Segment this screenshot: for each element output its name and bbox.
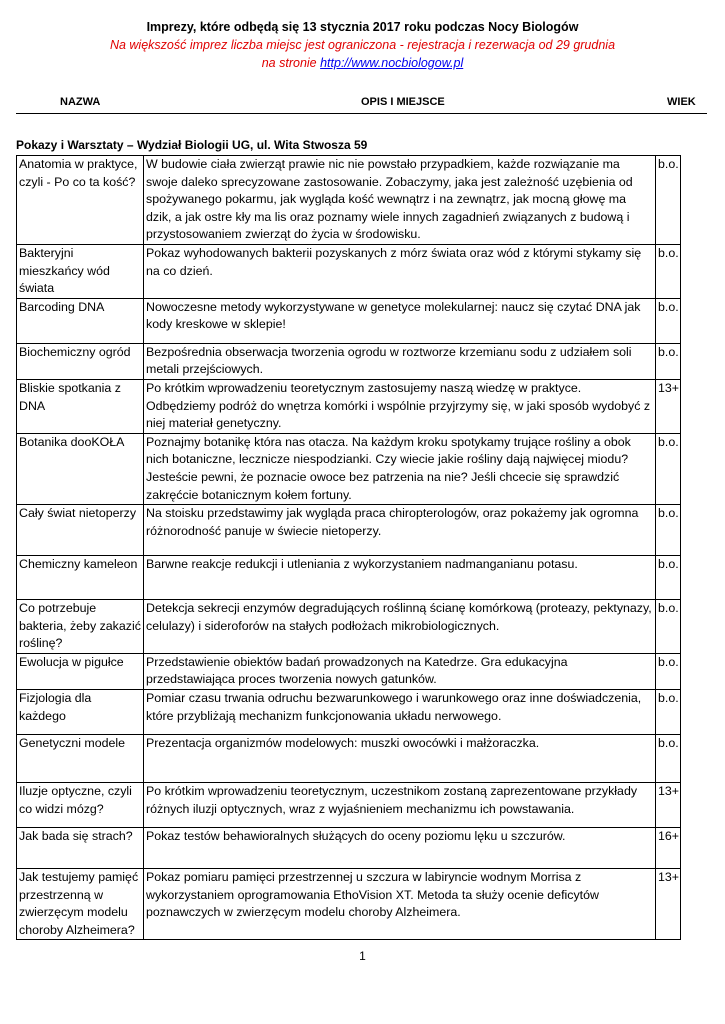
event-description: Nowoczesne metody wykorzystywane w genetyce molekularnej: naucz się czytać DNA jak kody kreskowe w sklepie! [144, 298, 656, 343]
event-name: Bakteryjni mieszkańcy wód świata [17, 244, 144, 298]
table-row [17, 244, 681, 298]
event-description: Pomiar czasu trwania odruchu bezwarunkowego i warunkowego oraz inne doświadczenia, które przybliżają mechanizm funkcjonowania układu nerwowego. [144, 690, 656, 735]
table-row [17, 379, 681, 433]
event-name: Chemiczny kameleon [17, 556, 144, 600]
document-title: Imprezy, które odbędą się 13 stycznia 2017 roku podczas Nocy Biologów [146, 20, 579, 34]
event-name: Co potrzebuje bakteria, żeby zakazić roślinę? [17, 600, 144, 654]
event-name: Bliskie spotkania z DNA [17, 379, 144, 433]
event-description: W budowie ciała zwierząt prawie nic nie powstało przypadkiem, każde rozwiązanie ma swoje daleko sprecyzowane zastosowanie. Zobaczymy, jaka jest zależność uzębienia od spożywanego pokarmu, jak wygląda kość wewnątrz i na zewnątrz, jak mocną głowę ma dzik, a jak ostre kły ma lis oraz poznamy wiele innych zagadnień związanych z budową i przystosowaniem zwierząt do życia w środowisku. [144, 156, 656, 245]
column-header-description: OPIS I MIEJSCE [361, 96, 445, 108]
event-age: b.o. [656, 298, 681, 343]
event-description: Detekcja sekrecji enzymów degradujących roślinną ścianę komórkową (proteazy, pektynazy, celulazy) i sideroforów na stałych podłożach mikrobiologicznych. [144, 600, 656, 654]
table-row [17, 828, 681, 869]
event-description: Pokaz testów behawioralnych służących do oceny poziomu lęku u szczurów. [144, 828, 656, 869]
table-row [17, 653, 681, 689]
event-name: Genetyczni modele [17, 735, 144, 783]
event-description: Przedstawienie obiektów badań prowadzonych na Katedrze. Gra edukacyjna przedstawiająca proces tworzenia nowych gatunków. [144, 653, 656, 689]
event-description: Na stoisku przedstawimy jak wygląda praca chiropterologów, oraz pokażemy jak ogromna różnorodność panuje w świecie nietoperzy. [144, 505, 656, 556]
event-description: Poznajmy botanikę która nas otacza. Na każdym kroku spotykamy trujące rośliny a obok nich botaniczne, lecznicze niespodzianki. Czy wiecie jakie rośliny dają najwięcej miodu? Jesteście pewni, że poznacie owoce bez patrzenia na nie? Jeśli chcecie się sprawdzić zakręćcie botanicznym kołem fortuny. [144, 433, 656, 504]
table-row [17, 690, 681, 735]
events-table [16, 155, 681, 940]
event-name: Biochemiczny ogród [17, 343, 144, 379]
event-name: Jak bada się strach? [17, 828, 144, 869]
table-row [17, 505, 681, 556]
event-description: Barwne reakcje redukcji i utleniania z wykorzystaniem nadmanganianu potasu. [144, 556, 656, 600]
event-age: b.o. [656, 505, 681, 556]
event-name: Fizjologia dla każdego [17, 690, 144, 735]
event-age: b.o. [656, 690, 681, 735]
event-age: b.o. [656, 556, 681, 600]
registration-link-line [0, 56, 725, 70]
table-row [17, 735, 681, 783]
event-age: 16+ [656, 828, 681, 869]
event-age: 13+ [656, 783, 681, 828]
event-age: 13+ [656, 869, 681, 940]
event-description: Pokaz pomiaru pamięci przestrzennej u szczura w labiryncie wodnym Morrisa z wykorzystaniem oprogramowania EthoVision XT. Metoda ta służy ocenie deficytów poznawczych w zwierzęcym modelu choroby Alzheimera. [144, 869, 656, 940]
event-name: Anatomia w praktyce, czyli - Po co ta kość? [17, 156, 144, 245]
event-age: b.o. [656, 244, 681, 298]
event-description: Po krótkim wprowadzeniu teoretycznym zastosujemy naszą wiedzę w praktyce. Odbędziemy podróż do wnętrza komórki i wspólnie przyjrzymy się, w jaki sposób wydobyć z niej materiał genetyczny. [144, 379, 656, 433]
table-row [17, 343, 681, 379]
header-divider [16, 113, 707, 114]
event-age: 13+ [656, 379, 681, 433]
table-row [17, 869, 681, 940]
event-name: Iluzje optyczne, czyli co widzi mózg? [17, 783, 144, 828]
event-description: Prezentacja organizmów modelowych: muszki owocówki i małżoraczka. [144, 735, 656, 783]
event-name: Cały świat nietoperzy [17, 505, 144, 556]
table-row [17, 298, 681, 343]
table-row [17, 600, 681, 654]
event-age: b.o. [656, 156, 681, 245]
event-description: Pokaz wyhodowanych bakterii pozyskanych z mórz świata oraz wód z którymi stykamy się na co dzień. [144, 244, 656, 298]
page-number: 1 [359, 949, 366, 963]
event-description: Po krótkim wprowadzeniu teoretycznym, uczestnikom zostaną zaprezentowane przykłady różnych iluzji optycznych, wraz z wyjaśnieniem mechanizmu ich powstawania. [144, 783, 656, 828]
section-title: Pokazy i Warsztaty – Wydział Biologii UG, ul. Wita Stwosza 59 [16, 138, 368, 152]
registration-notice: Na większość imprez liczba miejsc jest ograniczona - rejestracja i rezerwacja od 29 grudnia [109, 38, 616, 52]
event-name: Botanika dooKOŁA [17, 433, 144, 504]
event-age: b.o. [656, 600, 681, 654]
event-age: b.o. [656, 735, 681, 783]
link-prefix: na stronie [261, 56, 321, 70]
event-description: Bezpośrednia obserwacja tworzenia ogrodu w roztworze krzemianu sodu z udziałem soli metali przejściowych. [144, 343, 656, 379]
event-name: Ewolucja w pigułce [17, 653, 144, 689]
event-age: b.o. [656, 433, 681, 504]
table-row [17, 783, 681, 828]
table-row [17, 556, 681, 600]
event-name: Jak testujemy pamięć przestrzenną w zwierzęcym modelu choroby Alzheimera? [17, 869, 144, 940]
website-link[interactable]: http://www.nocbiologow.pl [320, 56, 464, 70]
event-age: b.o. [656, 343, 681, 379]
column-header-age: WIEK [667, 96, 696, 108]
table-row [17, 156, 681, 245]
table-row [17, 433, 681, 504]
column-header-name: NAZWA [60, 96, 101, 108]
event-name: Barcoding DNA [17, 298, 144, 343]
event-age: b.o. [656, 653, 681, 689]
